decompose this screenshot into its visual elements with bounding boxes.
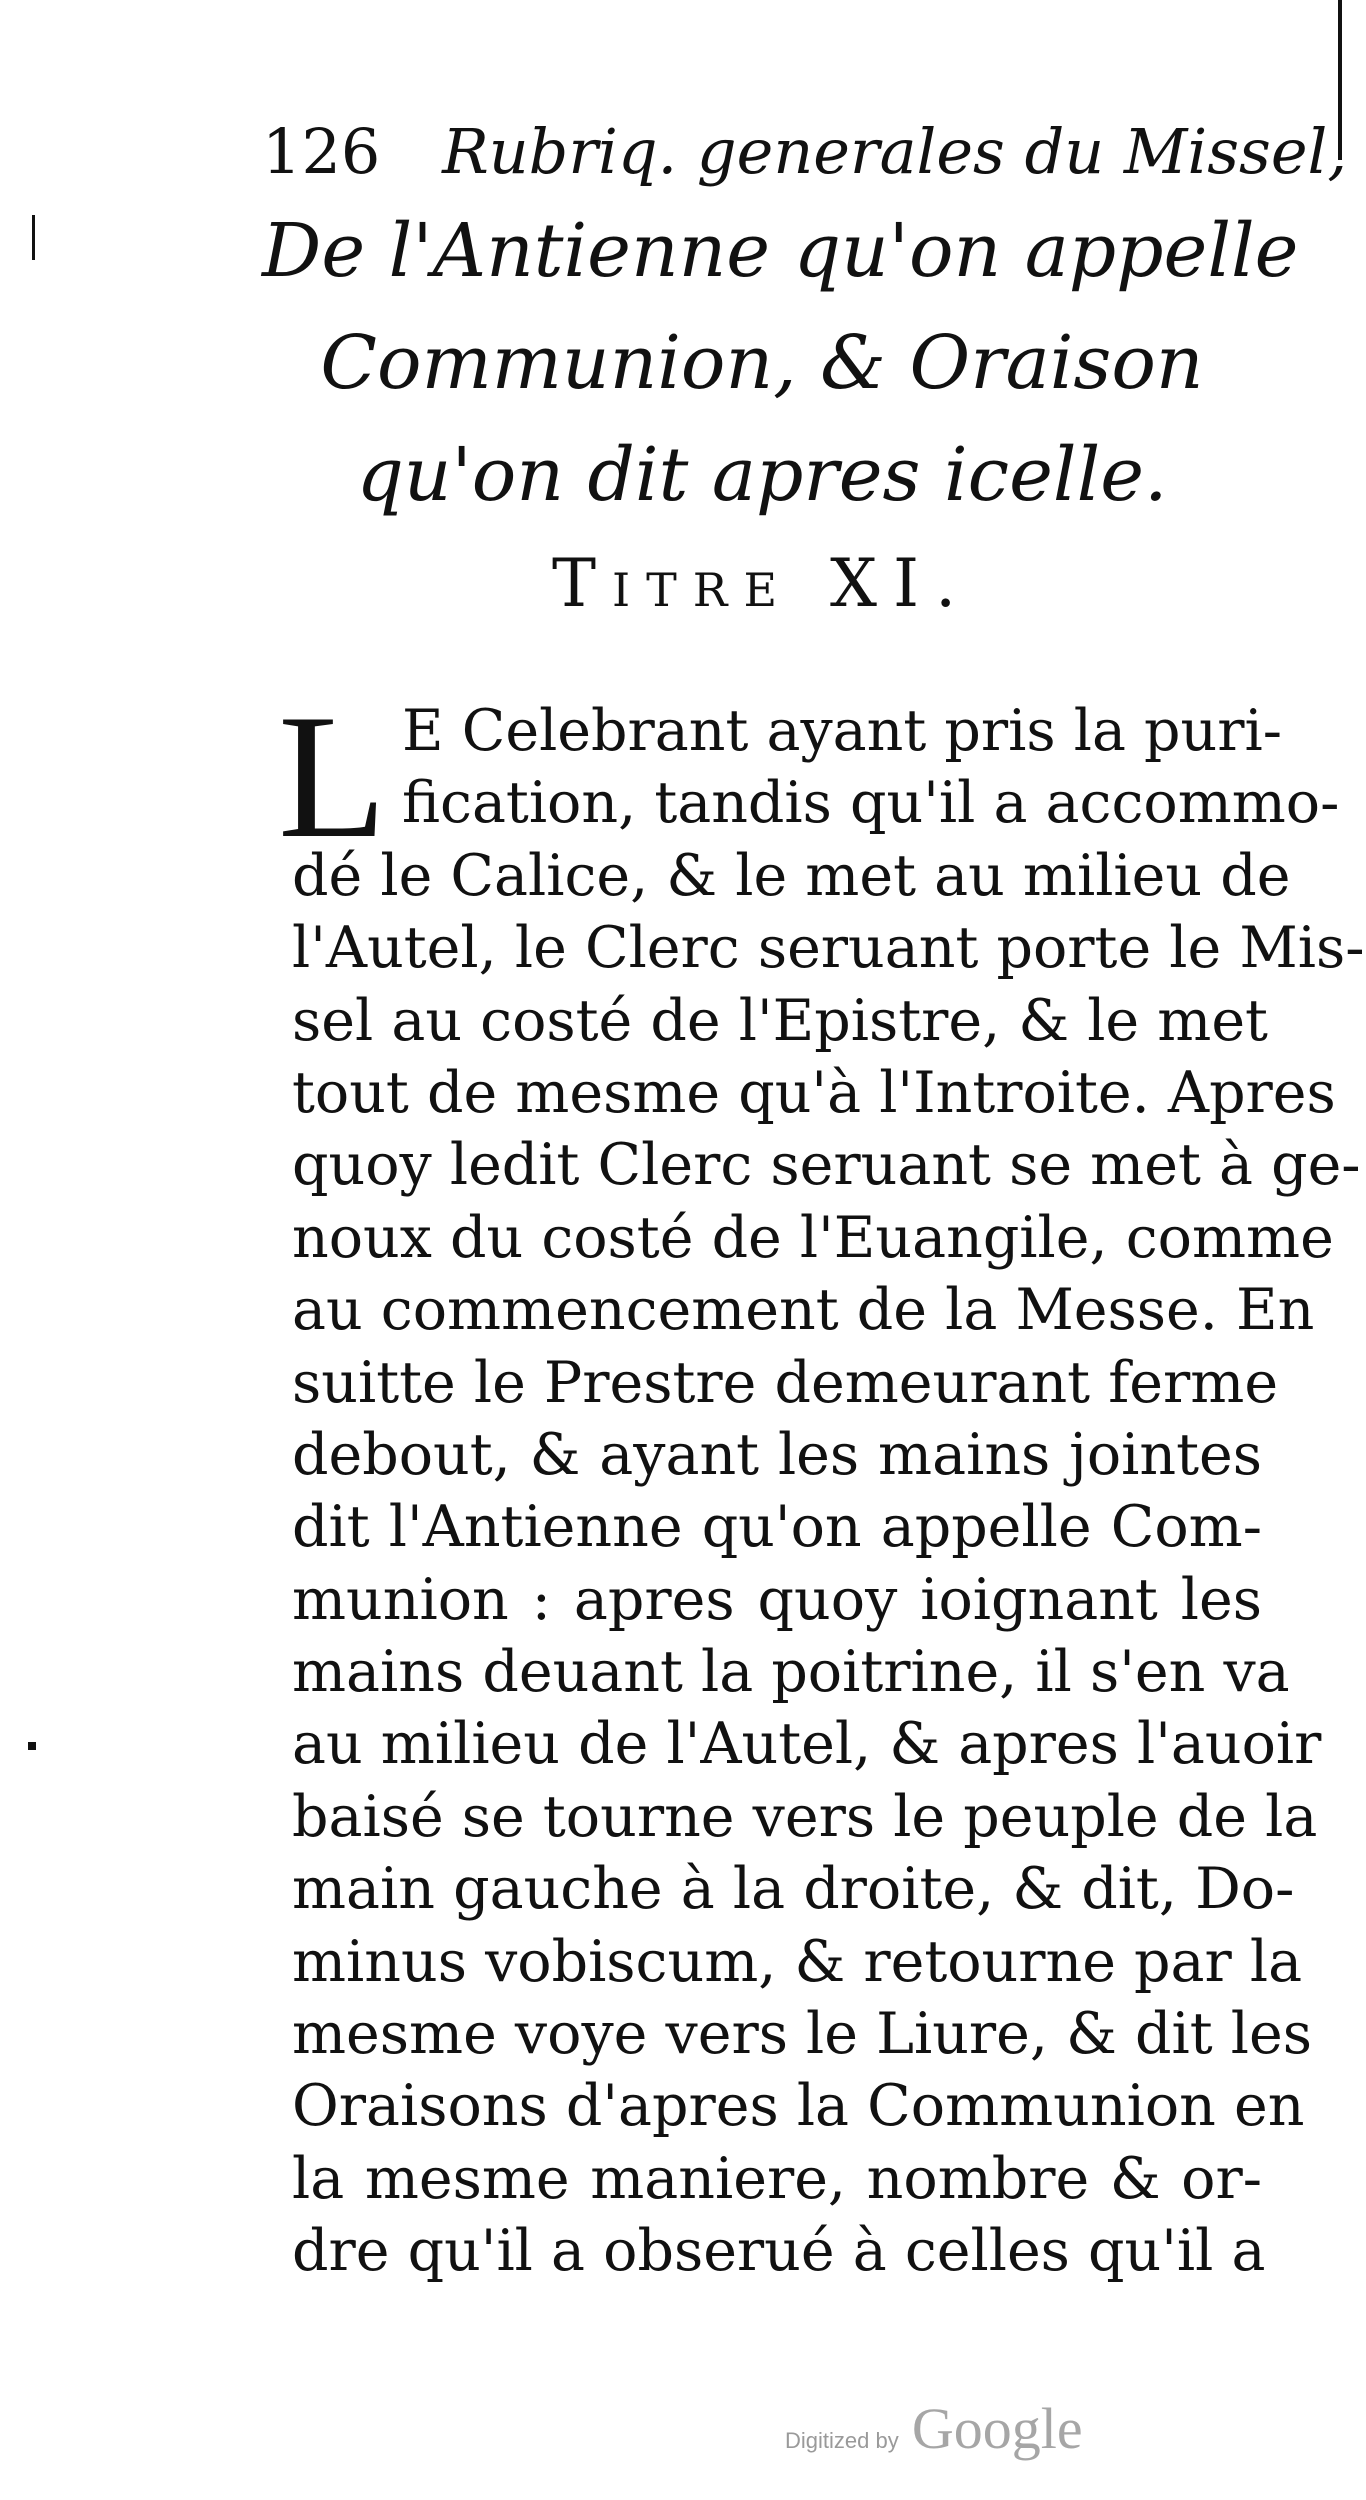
text-line: au commencement de la Messe. En bbox=[292, 1277, 1315, 1344]
digitization-watermark bbox=[785, 2395, 1083, 2462]
digitized-by-label: Digitized by bbox=[785, 2428, 899, 2453]
text-line: munion : apres quoy ioignant les bbox=[292, 1566, 1262, 1633]
text-line: Oraisons d'apres la Communion en bbox=[292, 2073, 1305, 2140]
chapter-title-line: De l'Antienne qu'on appelle bbox=[262, 208, 1299, 294]
text-line: l'Autel, le Clerc seruant porte le Mis- bbox=[292, 915, 1365, 982]
text-line: baisé se tourne vers le peuple de la bbox=[292, 1783, 1318, 1850]
page-number: 126 bbox=[262, 115, 381, 188]
section-heading: Titre XI. bbox=[551, 545, 973, 622]
body-paragraph bbox=[278, 677, 1365, 2288]
text-line: dé le Calice, & le met au milieu de bbox=[292, 842, 1291, 909]
text-line: E Celebrant ayant pris la puri- bbox=[402, 698, 1282, 764]
text-line: quoy ledit Clerc seruant se met à ge- bbox=[292, 1132, 1361, 1199]
text-line: main gauche à la droite, & dit, Do- bbox=[292, 1856, 1295, 1923]
margin-mark bbox=[28, 1742, 36, 1750]
text-line: suitte le Prestre demeurant ferme bbox=[292, 1349, 1279, 1416]
text-line: mains deuant la poitrine, il s'en va bbox=[292, 1639, 1290, 1706]
text-line: minus vobiscum, & retourne par la bbox=[292, 1928, 1303, 1995]
drop-cap: L bbox=[278, 677, 387, 875]
text-line: dit l'Antienne qu'on appelle Com- bbox=[292, 1494, 1262, 1561]
running-title: Rubriq. generales du Missel, bbox=[442, 115, 1348, 188]
chapter-title-line: Communion, & Oraison bbox=[320, 320, 1204, 406]
google-logo: Google bbox=[911, 2396, 1083, 2461]
margin-mark bbox=[32, 215, 35, 260]
chapter-title bbox=[262, 195, 1299, 531]
text-line: tout de mesme qu'à l'Introite. Apres bbox=[292, 1059, 1336, 1126]
text-line: la mesme maniere, nombre & or- bbox=[292, 2145, 1262, 2212]
text-line: noux du costé de l'Euangile, comme bbox=[292, 1204, 1334, 1271]
chapter-title-line: qu'on dit apres icelle. bbox=[356, 432, 1168, 518]
text-line: fication, tandis qu'il a accommo- bbox=[402, 770, 1340, 837]
running-header bbox=[262, 115, 1348, 188]
text-line: debout, & ayant les mains jointes bbox=[292, 1421, 1262, 1488]
text-line: sel au costé de l'Epistre, & le met bbox=[292, 987, 1268, 1054]
text-line: dre qu'il a obserué à celles qu'il a bbox=[292, 2218, 1266, 2285]
text-line: au milieu de l'Autel, & apres l'auoir bbox=[292, 1711, 1322, 1778]
text-line: mesme voye vers le Liure, & dit les bbox=[292, 2001, 1312, 2068]
